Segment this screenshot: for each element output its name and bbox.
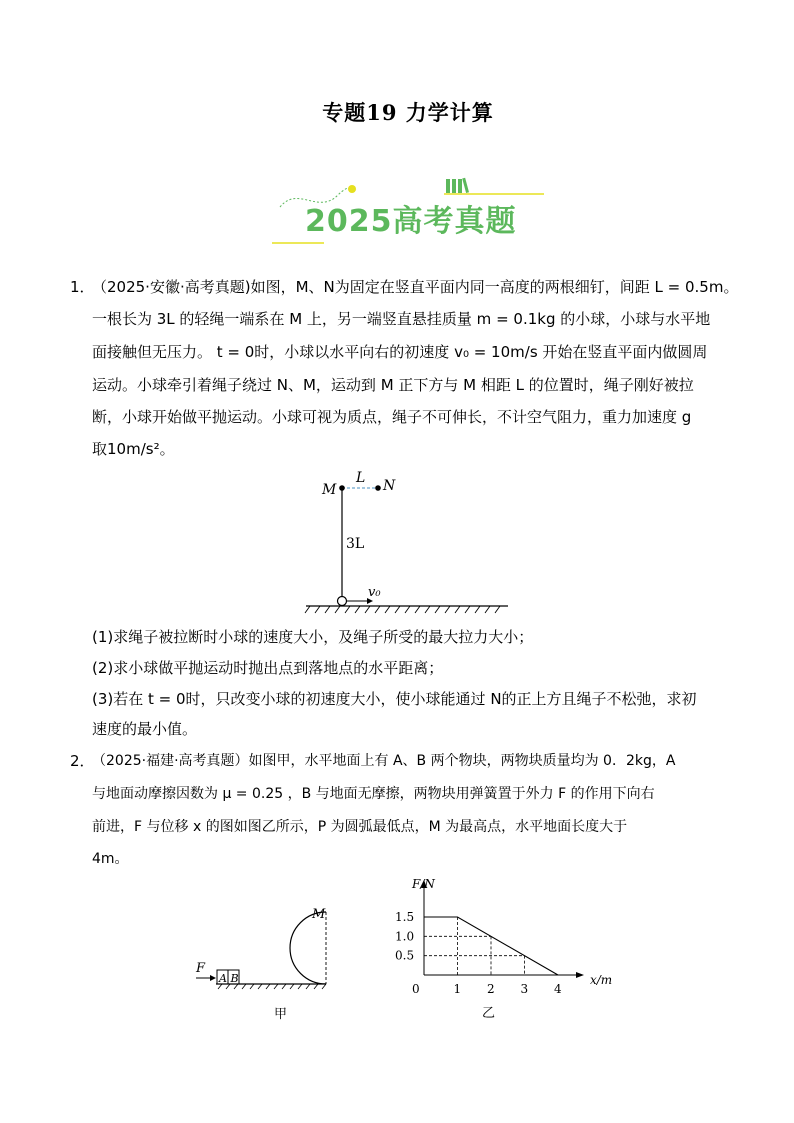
fig1-label-N: N (383, 478, 396, 494)
chart-xtick-label: 1 (453, 982, 462, 996)
q2-figure-jia (190, 900, 370, 1025)
chart-series-line (424, 917, 558, 975)
fig-jia-label-F: F (196, 961, 206, 976)
page-title: 专题19 力学计算 (322, 100, 494, 125)
q1-line-4: 运动。小球牵引着绳子绕过 N、M，运动到 M 正下方与 M 相距 L 的位置时，绳子刚好被拉 (92, 376, 694, 394)
q1-line-3: 面接触但无压力。 t = 0时，小球以水平向右的初速度 v₀ = 10m/s 开始在竖直平面内做圆周 (92, 343, 708, 361)
chart-xtick-label: 0 (412, 982, 420, 996)
chart-ylabel: F/N (412, 877, 435, 891)
chart-ytick-label: 1.0 (395, 929, 415, 944)
chart-xtick-label: 3 (520, 982, 529, 996)
q2-chart-yi (390, 872, 630, 1027)
q2-line-2: 与地面动摩擦因数为 μ = 0.25 ，B 与地面无摩擦，两物块用弹簧置于外力 F 的作用下向右 (92, 786, 655, 802)
fig-jia-label-M: M (312, 907, 326, 922)
q1-text-1: 如图，M、N为固定在竖直平面内同一高度的两根细钉，间距 L = 0.5m。 (250, 278, 739, 296)
fig-jia-label-AB: A B (219, 972, 239, 985)
chart-xlabel: x/m (590, 973, 613, 987)
chart-ytick-label: 0.5 (395, 948, 415, 963)
q1-sub-1: (1)求绳子被拉断时小球的速度大小，及绳子所受的最大拉力大小； (92, 628, 534, 646)
chart-caption: 乙 (482, 1006, 496, 1021)
q1-figure (300, 468, 515, 618)
chart-ytick-label: 1.5 (395, 910, 415, 924)
q1-line-5: 断，小球开始做平抛运动。小球可视为质点，绳子不可伸长，不计空气阻力，重力加速度 g (92, 408, 692, 426)
fig1-label-v0: v₀ (368, 585, 381, 600)
q1-line-6: 取10m/s²。 (92, 440, 175, 458)
q1-sub-4: 速度的最小值。 (92, 720, 198, 738)
fig1-label-M: M (322, 482, 337, 498)
q2-line-1: （2025·福建·高考真题）如图甲，水平地面上有 A、B 两个物块，两物块质量均为 0．2kg，A (92, 753, 676, 769)
fig-jia-caption: 甲 (274, 1007, 288, 1022)
q1-sub-3: (3)若在 t = 0时，只改变小球的初速度大小，使小球能通过 N的正上方且绳子不松弛，求初 (92, 690, 697, 708)
question-number: 1． (70, 278, 95, 296)
q1-line-2: 一根长为 3L 的轻绳一端系在 M 上，另一端竖直悬挂质量 m = 0.1kg 的小球，小球与水平地 (92, 310, 711, 328)
q2-line-3: 前进，F 与位移 x 的图如图乙所示，P 为圆弧最低点，M 为最高点，水平地面长度大于 (92, 819, 628, 835)
fig1-label-3L: 3L (346, 536, 365, 552)
chart-xtick-label: 2 (487, 982, 495, 996)
q2-line-4: 4m。 (92, 851, 129, 867)
q1-sub-2: (2)求小球做平抛运动时抛出点到落地点的水平距离； (92, 659, 444, 677)
badge-text: 2025高考真题 (305, 204, 517, 239)
question-number: 2． (70, 752, 95, 770)
chart-xtick-label: 4 (554, 982, 562, 996)
fig1-label-L: L (356, 470, 366, 486)
q1-line-1 (92, 276, 738, 297)
q1-source: （2025·安徽·高考真题) (92, 278, 251, 296)
